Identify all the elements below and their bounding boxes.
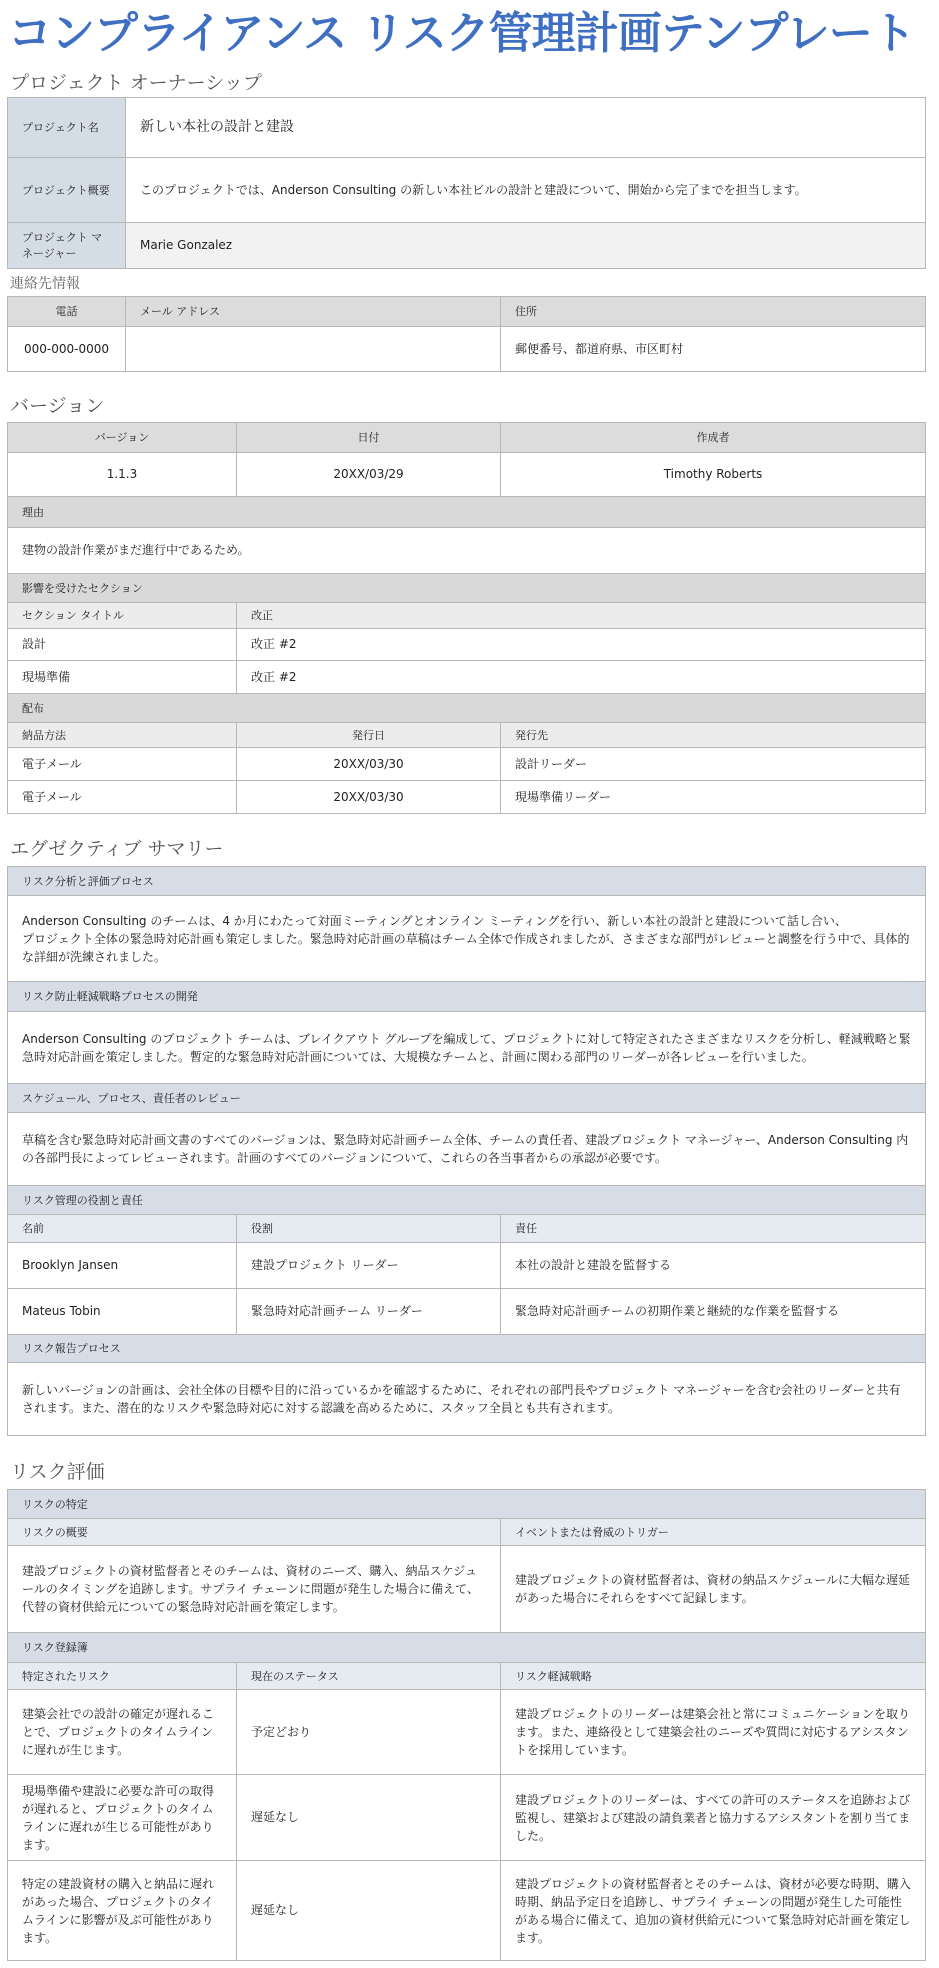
responsibility-cell: 本社の設計と建設を監督する — [501, 1243, 926, 1289]
section-label-row — [8, 867, 926, 896]
ownership-label: プロジェクト概要 — [8, 158, 126, 223]
affected-sections-label: 影響を受けたセクション — [8, 574, 926, 603]
identify-value-row — [8, 1546, 926, 1633]
section-title-cell: 現場準備 — [8, 661, 237, 694]
section-label-row — [8, 982, 926, 1012]
version-value-row — [8, 453, 926, 497]
column-header: 改正 — [237, 603, 926, 629]
ownership-table — [7, 97, 926, 269]
ownership-row — [8, 223, 926, 269]
text-row — [8, 1363, 926, 1436]
email-value — [126, 327, 501, 372]
contact-header-row — [8, 297, 926, 327]
section-label-row — [8, 497, 926, 528]
recipient-cell: 設計リーダー — [501, 748, 926, 781]
reason-text: 建物の設計作業がまだ進行中であるため。 — [8, 528, 926, 574]
text-row — [8, 1113, 926, 1186]
identify-header-row — [8, 1519, 926, 1546]
mitigation-text: Anderson Consulting のプロジェクト チームは、ブレイクアウト グループを編成して、プロジェクトに対して特定されたさまざまなリスクを分析し、軽減戦略と緊急時対応計画を策定しました。暫定的な緊急時対応計画については、大規模なチームと、計画に関わる部門のリーダーが各レビューを行いました。 — [8, 1012, 926, 1084]
register-header-row — [8, 1663, 926, 1690]
section-heading-executive-summary: エグゼクティブ サマリー — [10, 838, 224, 860]
column-header: 発行先 — [501, 723, 926, 748]
contact-table — [7, 296, 926, 372]
address-value: 郵便番号、都道府県、市区町村 — [501, 327, 926, 372]
analysis-text-line: プロジェクト全体の緊急時対応計画も策定しました。緊急時対応計画の草稿はチーム全体で作成されましたが、さまざまな部門がレビューと調整を行う中で、具体的な詳細が洗練されました。 — [22, 931, 910, 964]
column-header: 納品方法 — [8, 723, 237, 748]
ownership-row — [8, 158, 926, 223]
delivery-method-cell: 電子メール — [8, 781, 237, 814]
column-header: リスクの概要 — [8, 1519, 501, 1546]
table-row — [8, 781, 926, 814]
contact-info-label: 連絡先情報 — [10, 276, 80, 292]
column-header: セクション タイトル — [8, 603, 237, 629]
identify-label: リスクの特定 — [8, 1490, 926, 1519]
table-row — [8, 661, 926, 694]
person-name-cell: Brooklyn Jansen — [8, 1243, 237, 1289]
version-date: 20XX/03/29 — [237, 453, 501, 497]
identified-risk-cell: 建築会社での設計の確定が遅れることで、プロジェクトのタイムラインに遅れが生じます。 — [8, 1690, 237, 1775]
mitigation-strategy-cell: 建設プロジェクトのリーダーは建築会社と常にコミュニケーションを取ります。また、連絡役として建築会社のニーズや質問に対応するアシスタントを採用しています。 — [501, 1690, 926, 1775]
text-row — [8, 1012, 926, 1084]
table-row — [8, 1690, 926, 1775]
distribution-label: 配布 — [8, 694, 926, 723]
project-name-value: 新しい本社の設計と建設 — [126, 98, 926, 158]
person-name-cell: Mateus Tobin — [8, 1289, 237, 1335]
table-row — [8, 1289, 926, 1335]
project-manager-value: Marie Gonzalez — [126, 223, 926, 269]
contact-value-row — [8, 327, 926, 372]
analysis-text-line: Anderson Consulting のチームは、4 か月にわたって対面ミーティングとオンライン ミーティングを行い、新しい本社の設計と建設について話し合い、 — [22, 913, 847, 928]
issue-date-cell: 20XX/03/30 — [237, 748, 501, 781]
delivery-method-cell: 電子メール — [8, 748, 237, 781]
identified-risk-cell: 現場準備や建設に必要な許可の取得が遅れると、プロジェクトのタイムラインに遅れが生じる可能性があります。 — [8, 1775, 237, 1861]
section-heading-version: バージョン — [10, 395, 105, 417]
section-label-row — [8, 694, 926, 723]
section-label-row — [8, 1633, 926, 1663]
review-label: スケジュール、プロセス、責任者のレビュー — [8, 1084, 926, 1113]
analysis-text — [8, 896, 926, 982]
analysis-label: リスク分析と評価プロセス — [8, 867, 926, 896]
column-header: 作成者 — [501, 423, 926, 453]
section-label-row — [8, 574, 926, 603]
column-header: 特定されたリスク — [8, 1663, 237, 1690]
mitigation-strategy-cell: 建設プロジェクトの資材監督者とそのチームは、資材が必要な時期、購入時期、納品予定日を追跡し、サプライ チェーンの問題が発生した可能性がある場合に備えて、追加の資材供給元について緊急時対応計画を策定します。 — [501, 1861, 926, 1961]
register-label: リスク登録簿 — [8, 1633, 926, 1663]
issue-date-cell: 20XX/03/30 — [237, 781, 501, 814]
risk-summary-cell: 建設プロジェクトの資材監督者とそのチームは、資材のニーズ、購入、納品スケジュールのタイミングを追跡します。サプライ チェーンに問題が発生した場合に備えて、代替の資材供給元についての緊急時対応計画を策定します。 — [8, 1546, 501, 1633]
column-header: バージョン — [8, 423, 237, 453]
section-label-row — [8, 1490, 926, 1519]
column-header: 役割 — [237, 1215, 501, 1243]
review-text: 草稿を含む緊急時対応計画文書のすべてのバージョンは、緊急時対応計画チーム全体、チームの責任者、建設プロジェクト マネージャー、Anderson Consulting 内の各部門長によってレビューされます。計画のすべてのバージョンについて、これらの各当事者からの承認が必要です。 — [8, 1113, 926, 1186]
column-header: リスク軽減戦略 — [501, 1663, 926, 1690]
distribution-header-row — [8, 723, 926, 748]
project-summary-value: このプロジェクトでは、Anderson Consulting の新しい本社ビルの設計と建設について、開始から完了までを担当します。 — [126, 158, 926, 223]
roles-label: リスク管理の役割と責任 — [8, 1186, 926, 1215]
version-number: 1.1.3 — [8, 453, 237, 497]
reason-label: 理由 — [8, 497, 926, 528]
mitigation-label: リスク防止軽減戦略プロセスの開発 — [8, 982, 926, 1012]
column-header: イベントまたは脅威のトリガー — [501, 1519, 926, 1546]
section-title-cell: 設計 — [8, 629, 237, 661]
column-header: 住所 — [501, 297, 926, 327]
revision-cell: 改正 #2 — [237, 629, 926, 661]
table-row — [8, 629, 926, 661]
reporting-label: リスク報告プロセス — [8, 1335, 926, 1363]
responsibility-cell: 緊急時対応計画チームの初期作業と継続的な作業を監督する — [501, 1289, 926, 1335]
ownership-label: プロジェクト名 — [8, 98, 126, 158]
column-header: 電話 — [8, 297, 126, 327]
section-label-row — [8, 1186, 926, 1215]
identified-risk-cell: 特定の建設資材の購入と納品に遅れがあった場合、プロジェクトのタイムラインに影響が及ぶ可能性があります。 — [8, 1861, 237, 1961]
recipient-cell: 現場準備リーダー — [501, 781, 926, 814]
mitigation-strategy-cell: 建設プロジェクトのリーダーは、すべての許可のステータスを追跡および監視し、建築および建設の請負業者と協力するアシスタントを割り当てました。 — [501, 1775, 926, 1861]
text-row — [8, 896, 926, 982]
revision-cell: 改正 #2 — [237, 661, 926, 694]
trigger-cell: 建設プロジェクトの資材監督者は、資材の納品スケジュールに大幅な遅延があった場合にそれらをすべて記録します。 — [501, 1546, 926, 1633]
version-author: Timothy Roberts — [501, 453, 926, 497]
section-heading-ownership: プロジェクト オーナーシップ — [10, 72, 262, 94]
ownership-label: プロジェクト マネージャー — [8, 223, 126, 269]
table-row — [8, 1861, 926, 1961]
column-header: 現在のステータス — [237, 1663, 501, 1690]
affected-header-row — [8, 603, 926, 629]
column-header: 日付 — [237, 423, 501, 453]
roles-header-row — [8, 1215, 926, 1243]
version-header-row — [8, 423, 926, 453]
status-cell: 遅延なし — [237, 1861, 501, 1961]
role-cell: 建設プロジェクト リーダー — [237, 1243, 501, 1289]
column-header: 名前 — [8, 1215, 237, 1243]
role-cell: 緊急時対応計画チーム リーダー — [237, 1289, 501, 1335]
section-label-row — [8, 1084, 926, 1113]
status-cell: 予定どおり — [237, 1690, 501, 1775]
column-header: メール アドレス — [126, 297, 501, 327]
column-header: 発行日 — [237, 723, 501, 748]
column-header: 責任 — [501, 1215, 926, 1243]
reason-row — [8, 528, 926, 574]
version-table — [7, 422, 926, 814]
ownership-row — [8, 98, 926, 158]
document-title: コンプライアンス リスク管理計画テンプレート — [8, 8, 915, 59]
executive-summary-table — [7, 866, 926, 1436]
section-label-row — [8, 1335, 926, 1363]
table-row — [8, 1775, 926, 1861]
phone-value: 000-000-0000 — [8, 327, 126, 372]
risk-assessment-table — [7, 1489, 926, 1961]
section-heading-risk-assessment: リスク評価 — [10, 1461, 105, 1483]
status-cell: 遅延なし — [237, 1775, 501, 1861]
table-row — [8, 1243, 926, 1289]
reporting-text: 新しいバージョンの計画は、会社全体の目標や目的に沿っているかを確認するために、それぞれの部門長やプロジェクト マネージャーを含む会社のリーダーと共有されます。また、潜在的なリスクや緊急時対応に対する認識を高めるために、スタッフ全員とも共有されます。 — [8, 1363, 926, 1436]
table-row — [8, 748, 926, 781]
